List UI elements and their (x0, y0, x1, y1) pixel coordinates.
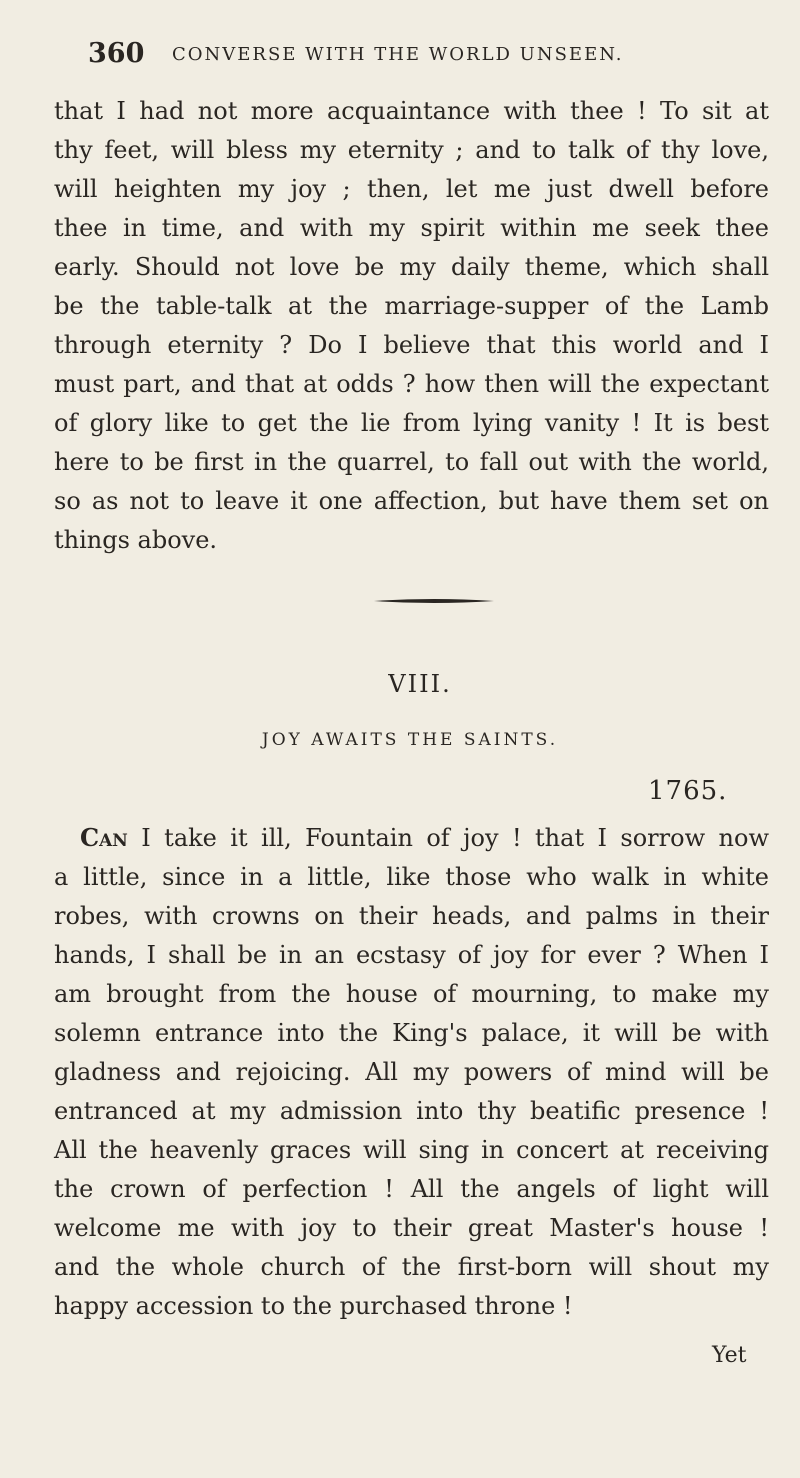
page-header (88, 36, 728, 76)
text-line: robes, with crowns on their heads, and palms in their (54, 902, 769, 930)
section-title: JOY AWAITS THE SAINTS. (261, 730, 559, 750)
text-line: a little, since in a little, like those who walk in white (54, 863, 769, 891)
page-number: 360 (88, 38, 145, 69)
text-line: solemn entrance into the King's palace, it will be with (54, 1019, 769, 1047)
text-line: so as not to leave it one affection, but have them set on (54, 487, 769, 515)
text-line: hands, I shall be in an ecstasy of joy for ever ? When I (54, 941, 769, 969)
text-line: gladness and rejoicing. All my powers of mind will be (54, 1058, 769, 1086)
text-line: thee in time, and with my spirit within me seek thee (54, 214, 769, 242)
text-line: must part, and that at odds ? how then will the expectant (54, 370, 769, 398)
text-line: am brought from the house of mourning, to make my (54, 980, 769, 1008)
text-line: that I had not more acquaintance with thee ! To sit at (54, 97, 769, 125)
text-line: and the whole church of the first-born will shout my (54, 1253, 769, 1281)
section-year: 1765. (648, 776, 728, 806)
text-line: of glory like to get the lie from lying vanity ! It is best (54, 409, 769, 437)
text-line: here to be first in the quarrel, to fall out with the world, (54, 448, 769, 476)
first-line-text: I take it ill, Fountain of joy ! that I sorrow now (127, 824, 769, 852)
text-line: be the table-talk at the marriage-supper of the Lamb (54, 292, 769, 320)
section-number: VIII. (388, 670, 452, 698)
text-line: happy accession to the purchased throne ! (54, 1292, 573, 1320)
text-line: All the heavenly graces will sing in concert at receiving (54, 1136, 769, 1164)
paragraph-1 (54, 92, 769, 560)
text-line: the crown of perfection ! All the angels of light will (54, 1175, 769, 1203)
text-line: early. Should not love be my daily theme, which shall (54, 253, 769, 281)
text-line: thy feet, will bless my eternity ; and to talk of thy love, (54, 136, 769, 164)
section-divider-rule (374, 598, 494, 604)
running-head: CONVERSE WITH THE WORLD UNSEEN. (172, 44, 624, 65)
catchword: Yet (712, 1343, 747, 1368)
initial-word: Can (80, 823, 128, 852)
text-line: welcome me with joy to their great Master's house ! (54, 1214, 769, 1242)
paragraph-2 (54, 818, 769, 1326)
text-line: will heighten my joy ; then, let me just dwell before (54, 175, 769, 203)
text-line: entranced at my admission into thy beatific presence ! (54, 1097, 769, 1125)
text-line: through eternity ? Do I believe that this world and I (54, 331, 769, 359)
text-line-first (54, 818, 769, 858)
text-line: things above. (54, 526, 218, 554)
